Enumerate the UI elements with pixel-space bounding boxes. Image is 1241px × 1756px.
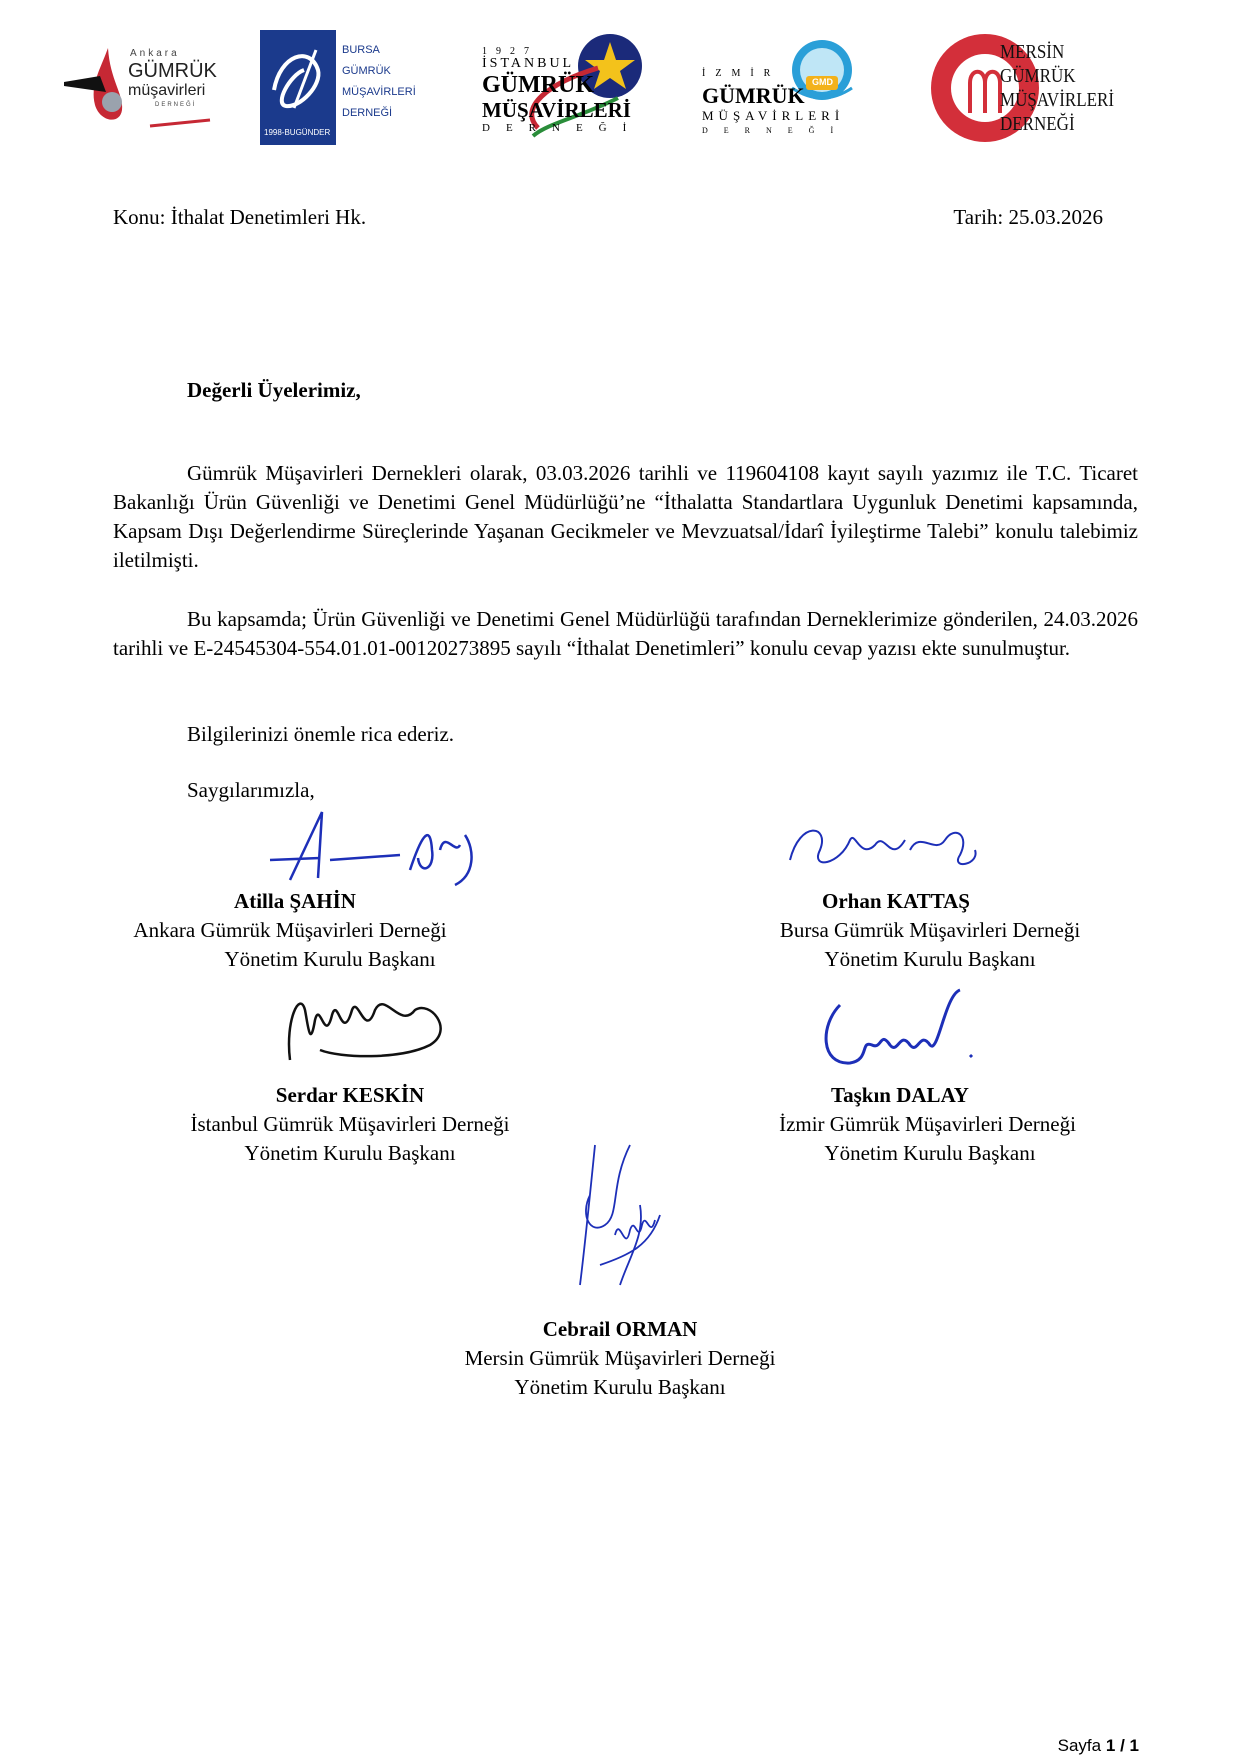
izmir-logo-city: İZMİR [702,68,781,79]
izmir-logo-badge: GMD [812,77,833,87]
letter-greeting: Değerli Üyelerimiz, [187,378,361,402]
bursa-logo-block [260,30,336,145]
signature-kattas [780,810,1000,885]
istanbul-logo [478,28,648,143]
bursa-logo-line2: GÜMRÜK [342,65,391,77]
ankara-logo [60,40,220,130]
ankara-logo-city: Ankara [130,48,180,59]
signatory-name: Serdar KESKİN [275,1083,425,1107]
signatory-title: Yönetim Kurulu Başkanı [224,947,436,971]
signatory-bursa [730,887,1130,974]
mersin-logo-text [1000,40,1114,136]
signatory-mersin [420,1315,820,1402]
signatory-name: Cebrail ORMAN [542,1317,698,1341]
istanbul-logo-city: İSTANBUL [482,56,575,71]
page-separator: / [1120,1736,1125,1755]
bursa-logo-emblem [260,30,336,130]
bursa-logo-line4: DERNEĞİ [342,107,393,119]
page-label: Sayfa [1057,1736,1102,1755]
letter-subject: Konu: İthalat Denetimleri Hk. [113,205,367,229]
signatory-name: Taşkın DALAY [831,1083,969,1107]
letter-paragraph-2 [113,605,1138,663]
signatory-org: Mersin Gümrük Müşavirleri Derneği [464,1346,776,1370]
mersin-logo-line4: DERNEĞİ [1000,113,1075,135]
bursa-logo [260,30,416,145]
signatory-name: Atilla ŞAHİN [234,889,356,913]
istanbul-logo-year: 1927 [482,46,538,57]
izmir-logo-word2: MÜŞAVİRLERİ [702,108,845,123]
letterhead [0,0,1241,160]
bursa-logo-year: 1998-BUGÜNDER [264,128,331,137]
signatory-istanbul [165,1081,565,1168]
bursa-logo-line3: MÜŞAVİRLERİ [342,86,416,98]
izmir-logo-word1: GÜMRÜK [702,83,805,108]
signatory-org: Bursa Gümrük Müşavirleri Derneği [779,918,1081,942]
signature-orman [570,1135,690,1295]
letter-paragraph-1 [113,459,1138,575]
signatory-title: Yönetim Kurulu Başkanı [824,1141,1036,1165]
paragraph-text: Bilgilerinizi önemle rica ederiz. [187,722,455,746]
izmir-logo [700,28,860,148]
signature-keskin [280,980,460,1065]
letter-closing-request [113,720,1138,749]
izmir-logo-word3: DERNEĞİ [702,126,850,135]
paragraph-text: Saygılarımızla, [187,778,315,802]
signature-dalay [810,985,980,1075]
signatory-title: Yönetim Kurulu Başkanı [514,1375,726,1399]
page-total: 1 [1129,1736,1139,1755]
mersin-logo-line2: GÜMRÜK [1000,65,1076,87]
signatory-name: Orhan KATTAŞ [821,889,970,913]
bursa-logo-text [342,40,416,124]
paragraph-text: Bu kapsamda; Ürün Güvenliği ve Denetimi Genel Müdürlüğü tarafından Derneklerimize gönderilen, 24.03.2026 tarihli ve E-24545304-554.01.01-00120273895 sayılı “İthalat Denetimleri” konulu cevap yazısı ekte sunulmuştur. [113,607,1138,660]
signatory-org: Ankara Gümrük Müşavirleri Derneği [133,918,447,942]
istanbul-logo-word2: MÜŞAVİRLERİ [482,98,631,122]
istanbul-logo-word1: GÜMRÜK [482,72,594,98]
ankara-logo-word2: müşavirleri [128,82,206,99]
bursa-logo-line1: BURSA [342,44,380,56]
page-current: 1 [1105,1736,1116,1755]
paragraph-text: Gümrük Müşavirleri Dernekleri olarak, 03.03.2026 tarihli ve 119604108 kayıt sayılı yazımız ile T.C. Ticaret Bakanlığı Ürün Güvenliği ve Denetimi Genel Müdürlüğü’ne “İthalatta Standartlara Uygunluk Denetimi kapsamında, Kapsam Dışı Değerlendirme Süreçlerinde Yaşanan Gecikmeler ve Mevzuatsal/İdarî İyileştirme Talebi” konulu talebimiz iletilmişti. [113,461,1138,572]
signatory-ankara [133,887,540,974]
signatory-title: Yönetim Kurulu Başkanı [824,947,1036,971]
signature-sahin [260,800,490,890]
signatory-org: İstanbul Gümrük Müşavirleri Derneği [190,1112,510,1136]
ankara-logo-word3: DERNEĞİ [155,102,197,108]
signatory-title: Yönetim Kurulu Başkanı [244,1141,456,1165]
signatory-izmir [730,1081,1130,1168]
mersin-logo [930,28,1114,148]
signatory-org: İzmir Gümrük Müşavirleri Derneği [779,1112,1076,1136]
page-number [1058,1736,1139,1756]
mersin-logo-line1: MERSİN [1000,41,1065,63]
mersin-logo-line3: MÜŞAVİRLERİ [1000,89,1114,111]
letter-date: Tarih: 25.03.2026 [953,205,1103,229]
ankara-logo-word1: GÜMRÜK [128,60,217,82]
istanbul-logo-word3: DERNEĞİ [482,122,643,134]
